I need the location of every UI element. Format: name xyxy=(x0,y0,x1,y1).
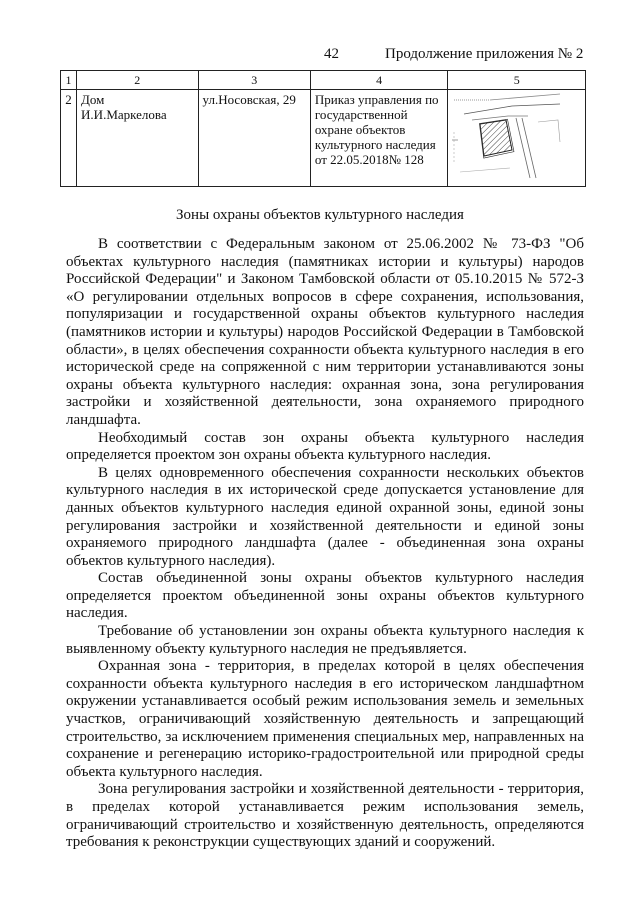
column-header: 5 xyxy=(448,71,586,90)
paragraph: В соответствии с Федеральным законом от 25.06.2002 № 73-ФЗ "Об объектах культурного наследия (памятниках истории и культуры) народов Российской Федерации" и Законом Тамбовской области от 05.10.2015 № 572-З «О регулировании отдельных вопросов в сфере сохранения, использования, популяризации и государственной охраны объектов культурного наследия (памятников истории и культуры) народов Российской Федерации в Тамбовской области», в целях обеспечения сохранности объекта культурного наследия в его исторической среде на сопряженной с ним территории устанавливаются зоны охраны объекта культурного наследия: охранная зона, зона регулирования застройки и хозяйственной деятельности, зона охраняемого природного ландшафта. xyxy=(66,236,584,428)
appendix-label: Продолжение приложения № 2 xyxy=(385,46,584,62)
document-body xyxy=(66,236,584,852)
site-plan-cell xyxy=(448,90,586,187)
page-header xyxy=(0,46,640,66)
paragraph: Зона регулирования застройки и хозяйственной деятельности - территория, в пределах которой устанавливается режим использования земель, ограничивающий строительство и хозяйственную деятельность, определяются требования к реконструкции существующих зданий и сооружений. xyxy=(66,781,584,851)
table-header-row xyxy=(61,71,586,90)
table-row xyxy=(61,90,586,187)
row-number: 2 xyxy=(61,90,77,187)
paragraph: В целях одновременного обеспечения сохранности нескольких объектов культурного наследия в их исторической среде допускается установление для данных объектов культурного наследия единой охранной зоны, единой зоны регулирования застройки и хозяйственной деятельности и единой зоны охраняемого природного ландшафта (далее - объединенная зона охраны объектов культурного наследия). xyxy=(66,464,584,569)
page-number: 42 xyxy=(324,46,339,62)
site-plan-image xyxy=(450,92,564,180)
protection-document: Приказ управления по государственной охране объектов культурного наследия от 22.05.2018№ 128 xyxy=(310,90,448,187)
section-title: Зоны охраны объектов культурного наследия xyxy=(176,207,464,223)
object-name xyxy=(77,90,199,187)
column-header: 1 xyxy=(61,71,77,90)
heritage-table xyxy=(60,70,586,187)
paragraph: Охранная зона - территория, в пределах которой в целях обеспечения сохранности объекта культурного наследия в его историческом ландшафтном окружении устанавливается особый режим использования земель и земельных участков, ограничивающий хозяйственную деятельность и запрещающий строительство, за исключением применения специальных мер, направленных на сохранение и регенерацию историко-градостроительной или природной среды объекта культурного наследия. xyxy=(66,658,584,780)
object-name-line: И.И.Маркелова xyxy=(81,107,167,122)
column-header: 2 xyxy=(77,71,199,90)
column-header: 3 xyxy=(198,71,310,90)
object-address: ул.Носовская, 29 xyxy=(198,90,310,187)
paragraph: Требование об установлении зон охраны объекта культурного наследия к выявленному объекту культурного наследия не предъявляется. xyxy=(66,623,584,657)
paragraph: Необходимый состав зон охраны объекта культурного наследия определяется проектом зон охраны объекта культурного наследия. xyxy=(66,429,584,464)
paragraph: Состав объединенной зоны охраны объектов культурного наследия определяется проектом объединенной зоны охраны объектов культурного наследия. xyxy=(66,570,584,622)
object-name-line: Дом xyxy=(81,92,105,107)
column-header: 4 xyxy=(310,71,448,90)
site-plan-drawing xyxy=(452,94,560,178)
